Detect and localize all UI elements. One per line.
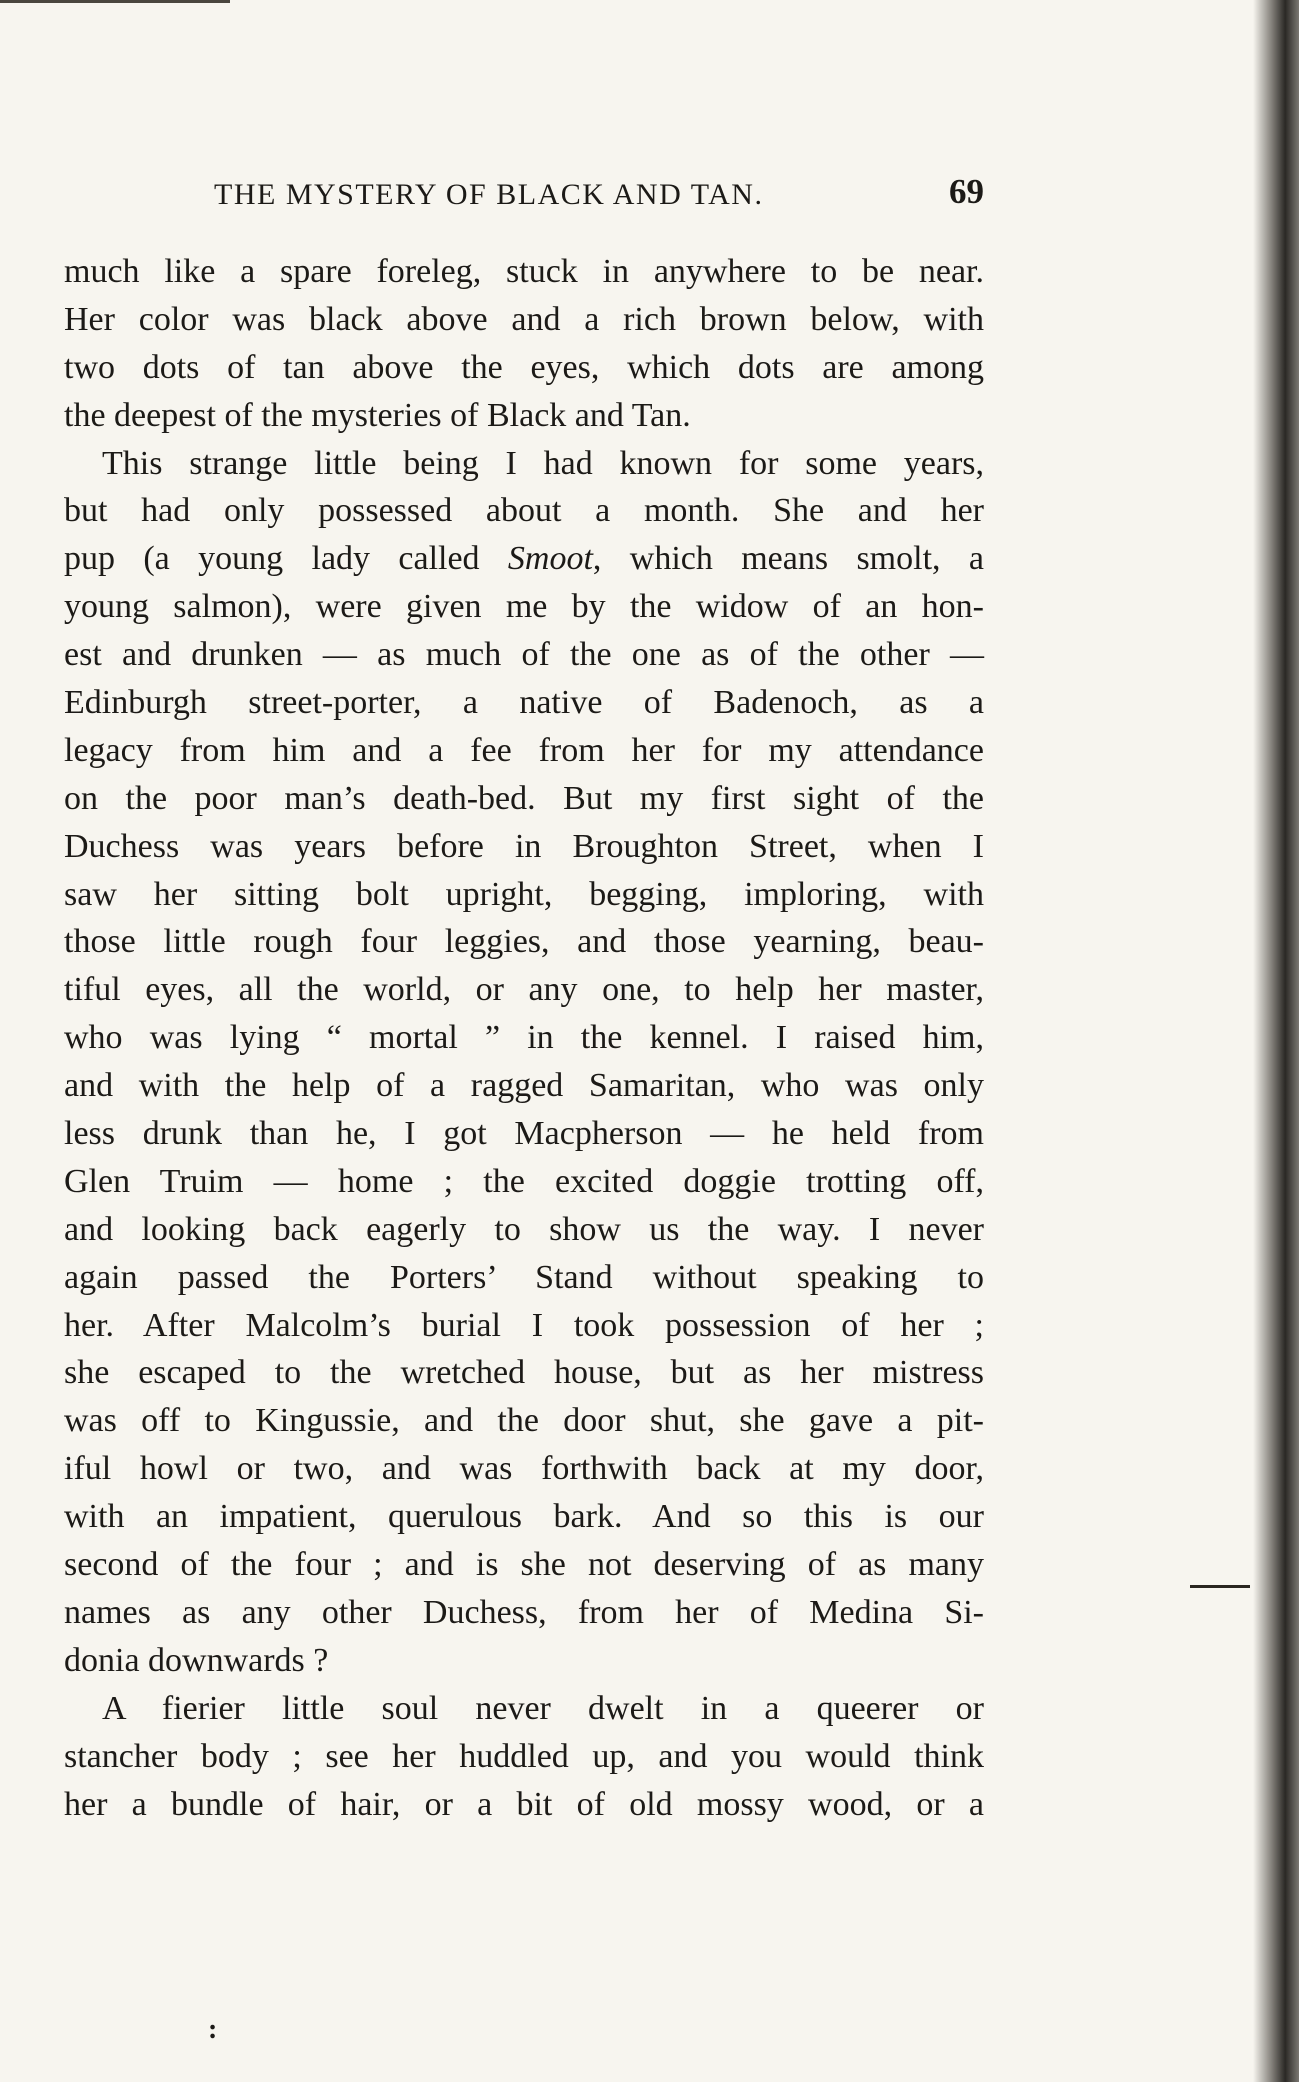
text-line: again passed the Porters’ Stand without speaking to xyxy=(64,1258,984,1296)
text-line: donia downwards ? xyxy=(64,1641,329,1679)
text-line: with an impatient, querulous bark. And so this is our xyxy=(64,1498,984,1536)
text-line: second of the four ; and is she not deserving of as many xyxy=(64,1546,984,1584)
text-line: A fierier little soul never dwelt in a queerer or xyxy=(102,1689,984,1727)
text-line: Duchess was years before in Broughton Street, when I xyxy=(64,827,984,865)
text-line: much like a spare foreleg, stuck in anywhere to be near. xyxy=(64,253,984,290)
text-line: and looking back eagerly to show us the way. I never xyxy=(64,1210,984,1248)
text-segment: pup (a young lady called xyxy=(64,540,508,578)
text-line: Her color was black above and a rich brown below, with xyxy=(64,300,984,338)
text-line: on the poor man’s death-bed. But my first sight of the xyxy=(64,779,984,817)
text-line: stancher body ; see her huddled up, and you would think xyxy=(64,1737,984,1775)
text-line: tiful eyes, all the world, or any one, to help her master, xyxy=(64,971,984,1009)
text-line: Edinburgh street-porter, a native of Badenoch, as a xyxy=(64,684,984,722)
text-line-with-italic xyxy=(64,535,984,583)
text-line: saw her sitting bolt upright, begging, imploring, with xyxy=(64,875,984,913)
text-line: those little rough four leggies, and those yearning, beau- xyxy=(64,923,984,961)
text-line: was off to Kingussie, and the door shut, she gave a pit- xyxy=(64,1402,984,1440)
italic-name: Smoot xyxy=(507,540,593,578)
body-text xyxy=(64,248,984,1828)
text-line: and with the help of a ragged Samaritan, who was only xyxy=(64,1067,984,1105)
text-line: the deepest of the mysteries of Black and Tan. xyxy=(64,396,691,434)
text-line: her. After Malcolm’s burial I took possession of her ; xyxy=(64,1306,984,1344)
running-title: THE MYSTERY OF BLACK AND TAN. xyxy=(214,178,764,211)
scan-edge-shadow xyxy=(1253,0,1299,2082)
text-line: est and drunken — as much of the one as of the other — xyxy=(64,636,984,674)
page-header xyxy=(64,172,984,218)
text-line: This strange little being I had known for some years, xyxy=(102,444,984,482)
bottom-colon-mark: : xyxy=(208,2014,218,2045)
text-segment: , which means smolt, a xyxy=(592,540,984,578)
top-edge-rule xyxy=(0,0,230,3)
text-line: young salmon), were given me by the widow of an hon- xyxy=(64,588,984,626)
text-line: who was lying “ mortal ” in the kennel. I raised him, xyxy=(64,1019,984,1057)
text-line: legacy from him and a fee from her for my attendance xyxy=(64,731,984,769)
text-line: less drunk than he, I got Macpherson — he held from xyxy=(64,1115,984,1153)
text-line: she escaped to the wretched house, but as her mistress xyxy=(64,1354,984,1392)
text-line: her a bundle of hair, or a bit of old mossy wood, or a xyxy=(64,1785,984,1823)
text-line: Glen Truim — home ; the excited doggie trotting off, xyxy=(64,1162,984,1200)
text-line: names as any other Duchess, from her of Medina Si- xyxy=(64,1593,984,1631)
text-line: two dots of tan above the eyes, which dots are among xyxy=(64,348,984,386)
margin-dash-mark xyxy=(1190,1585,1250,1588)
page-number: 69 xyxy=(949,172,984,211)
text-line: but had only possessed about a month. She and her xyxy=(64,492,984,530)
text-line: iful howl or two, and was forthwith back at my door, xyxy=(64,1450,984,1488)
